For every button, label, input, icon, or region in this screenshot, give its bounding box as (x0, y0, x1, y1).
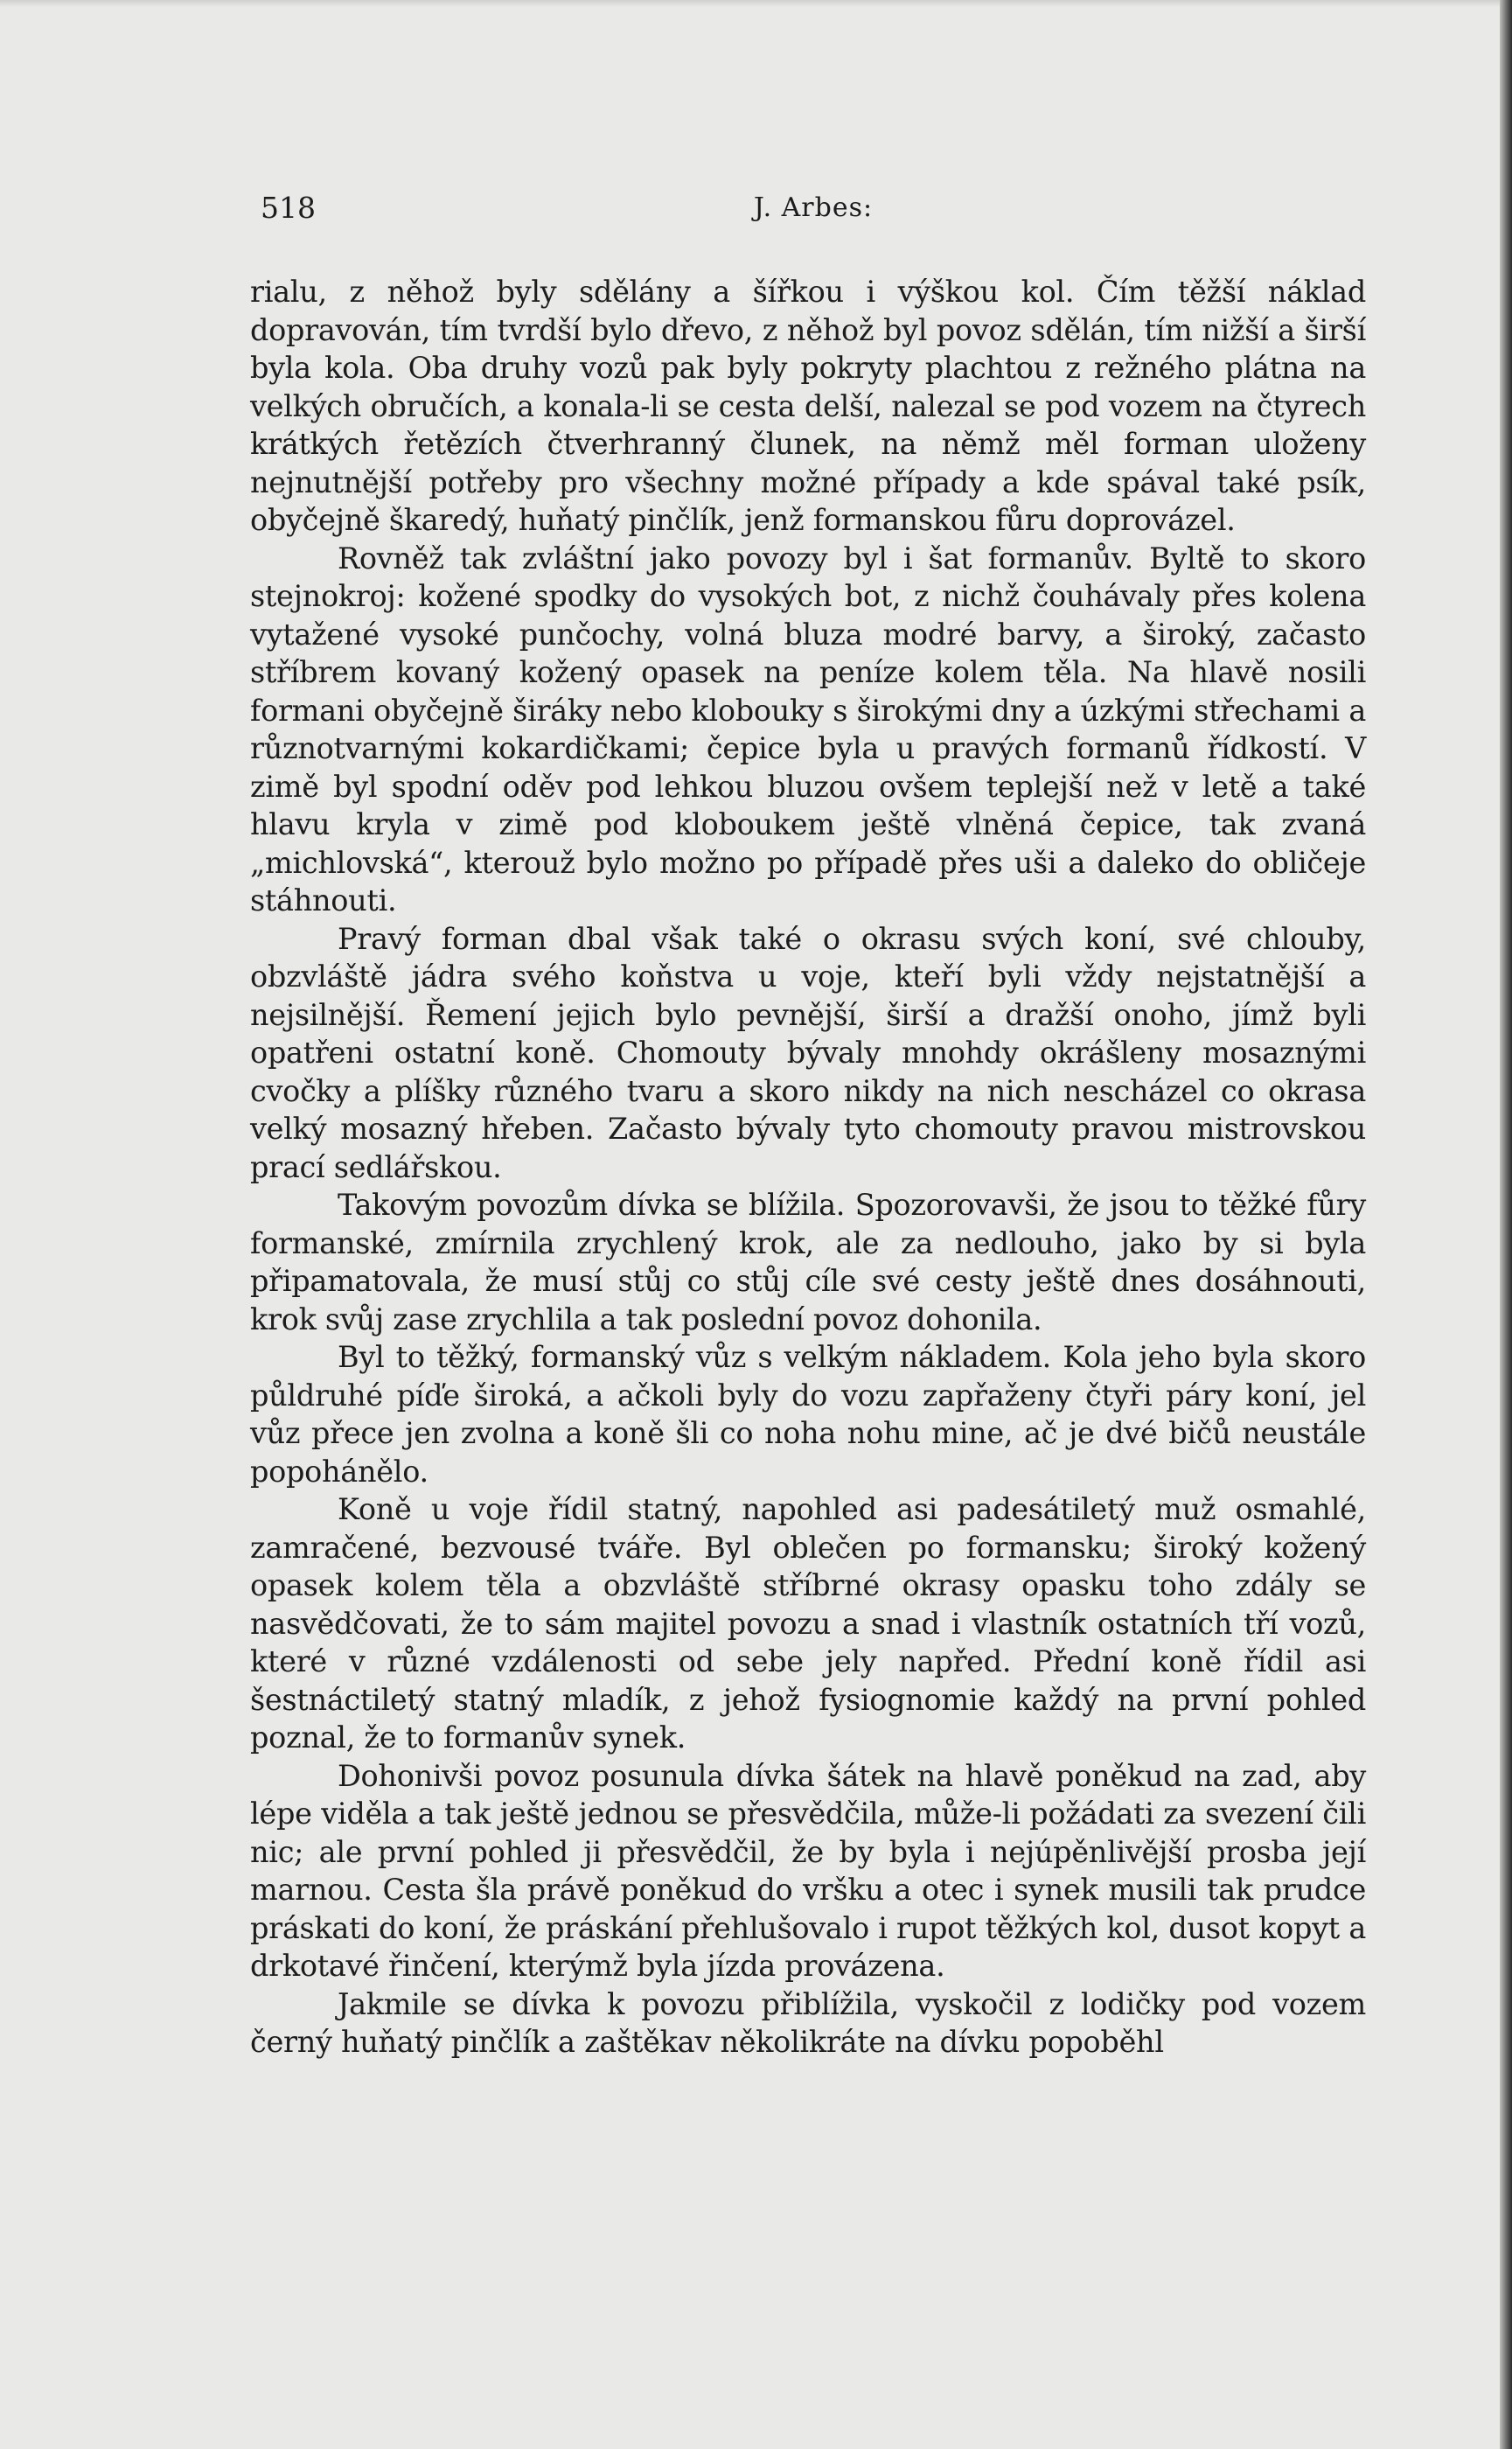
page-header (261, 191, 1366, 226)
paragraph: Pravý forman dbal však také o okrasu svých koní, své chlouby, obzvláště jádra svého koňstva u voje, kteří byli vždy nejstatnější a nejsilnější. Řemení jejich bylo pevnější, širší a dražší onoho, jímž byli opatřeni ostatní koně. Chomouty bývaly mnohdy okrášleny mosaznými cvočky a plíšky různého tvaru a skoro nikdy na nich nescházel co okrasa velký mosazný hřeben. Začasto bývaly tyto chomouty pravou mistrovskou prací sedlářskou. (250, 921, 1366, 1184)
paragraph: Rovněž tak zvláštní jako povozy byl i šat formanův. Byltě to skoro stejnokroj: kožené spodky do vysokých bot, z nichž čouhávaly přes kolena vytažené vysoké punčochy, volná bluza modré barvy, a široký, začasto stříbrem kovaný kožený opasek na peníze kolem těla. Na hlavě nosili formani obyčejně širáky nebo klobouky s širokými dny a úzkými střechami a různotvarnými kokardičkami; čepice byla u pravých formanů řídkostí. V zimě byl spodní oděv pod lehkou bluzou ovšem teplejší než v letě a také hlavu kryla v zimě pod kloboukem ještě vlněná čepice, tak zvaná „michlovská“, kterouž bylo možno po případě přes uši a daleko do obličeje stáhnouti. (250, 541, 1366, 918)
paragraph: Takovým povozům dívka se blížila. Spozorovavši, že jsou to těžké fůry formanské, zmírnila zrychlený krok, ale za nedlouho, jako by si byla připamatovala, že musí stůj co stůj cíle své cesty ještě dnes dosáhnouti, krok svůj zase zrychlila a tak poslední povoz dohonila. (250, 1188, 1366, 1336)
page-number: 518 (261, 191, 316, 225)
text-body (250, 273, 1366, 2062)
paragraph: Jakmile se dívka k povozu přiblížila, vyskočil z lodičky pod vozem černý huňatý pinčlík a zaštěkav několikráte na dívku popoběhl (250, 1986, 1366, 2059)
paragraph: rialu, z něhož byly sdělány a šířkou i výškou kol. Čím těžší náklad dopravován, tím tvrdší bylo dřevo, z něhož byl povoz sdělán, tím nižší a širší byla kola. Oba druhy vozů pak byly pokryty plachtou z režného plátna na velkých obručích, a konala-li se cesta delší, nalezal se pod vozem na čtyrech krátkých řetězích čtverhranný člunek, na němž měl forman uloženy nejnutnější potřeby pro všechny možné případy a kde spával také psík, obyčejně škaredý, huňatý pinčlík, jenž formanskou fůru doprovázel. (250, 275, 1366, 537)
scan-shadow-right (1500, 0, 1512, 2449)
scan-shadow-top (0, 0, 1512, 7)
paragraph: Byl to těžký, formanský vůz s velkým nákladem. Kola jeho byla skoro půldruhé píďe široká, a ačkoli byly do vozu zapřaženy čtyři páry koní, jel vůz přece jen zvolna a koně šli co noha nohu mine, ač je dvé bičů neustále popohánělo. (250, 1340, 1366, 1489)
running-head: J. Arbes: (753, 192, 874, 223)
paragraph: Koně u voje řídil statný, napohled asi padesátiletý muž osmahlé, zamračené, bezvousé tváře. Byl oblečen po formansku; široký kožený opasek kolem těla a obzvláště stříbrné okrasy opasku toho zdály se nasvědčovati, že to sám majitel povozu a snad i vlastník ostatních tří vozů, které v různé vzdálenosti od sebe jely napřed. Přední koně řídil asi šestnáctiletý statný mladík, z jehož fysiognomie každý na první pohled poznal, že to formanův synek. (250, 1492, 1366, 1755)
paragraph: Dohonivši povoz posunula dívka šátek na hlavě poněkud na zad, aby lépe viděla a tak ještě jednou se přesvědčila, může-li požádati za svezení čili nic; ale první pohled ji přesvědčil, že by byla i nejúpěnlivější prosba její marnou. Cesta šla právě poněkud do vršku a otec i synek musili tak prudce práskati do koní, že práskání přehlušovalo i rupot těžkých kol, dusot kopyt a drkotavé řinčení, kterýmž byla jízda provázena. (250, 1758, 1366, 1983)
